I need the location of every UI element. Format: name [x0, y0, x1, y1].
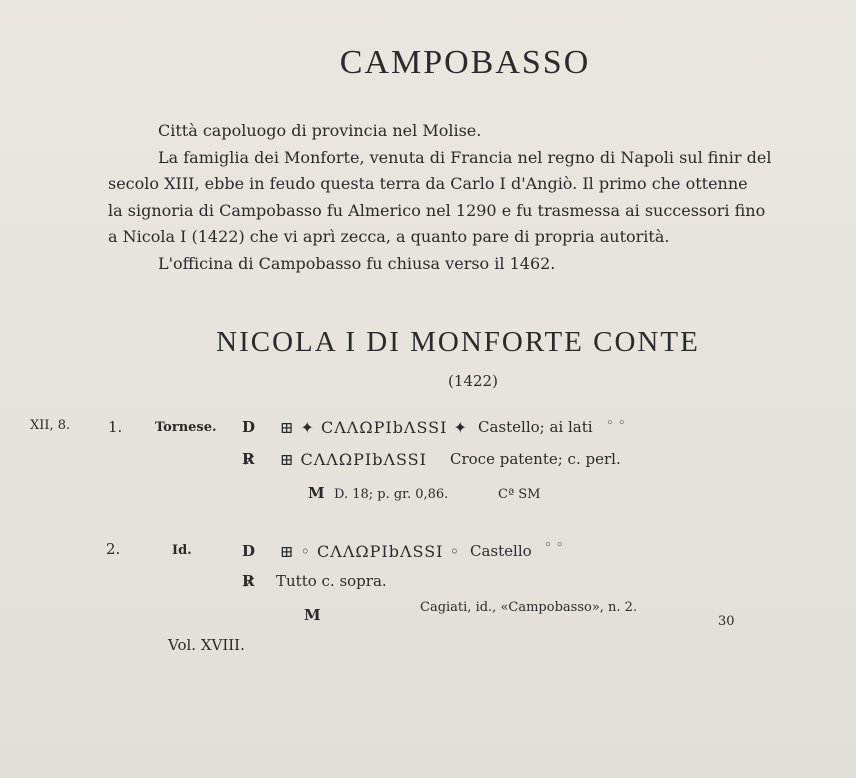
obverse-mark: D [242, 542, 256, 560]
coin-details: D. 18; p. gr. 0,86. [334, 487, 449, 502]
entry-number: 1. [108, 418, 123, 436]
section-year: (1422) [448, 372, 498, 390]
page-number: 30 [718, 614, 735, 629]
obverse-description: Castello [470, 542, 532, 560]
reverse-legend: ⊞ CΛΛΩPIbΛSSI [280, 450, 427, 469]
coin-details: Cagiati, id., «Campobasso», n. 2. [420, 600, 638, 615]
obverse-legend: ⊞ ◦ CΛΛΩPIbΛSSI ◦ [280, 542, 460, 561]
denomination: Tornese. [155, 420, 217, 435]
page-title: CAMPOBASSO [339, 44, 591, 81]
volume-label: Vol. XVIII. [168, 636, 245, 654]
section-title: NICOLA I DI MONFORTE CONTE [216, 326, 700, 358]
intro-paragraph [108, 118, 788, 277]
obverse-legend: ⊞ ✦ CΛΛΩPIbΛSSI ✦ [280, 418, 468, 437]
metal-mark: M [308, 484, 325, 502]
obverse-description: Castello; ai lati [478, 418, 593, 436]
obverse-mark: D [242, 418, 256, 436]
obverse-dots: ◦ ◦ [606, 416, 626, 431]
intro-line: a Nicola I (1422) che vi aprì zecca, a quanto pare di propria autorità. [108, 227, 670, 246]
intro-line: la signoria di Campobasso fu Almerico nel 1290 e fu trasmessa ai successori fino [108, 200, 766, 220]
plate-reference: XII, 8. [30, 418, 71, 433]
reverse-mark: R̷ [242, 450, 255, 468]
reverse-description: Croce patente; c. perl. [450, 450, 621, 468]
intro-line: L'officina di Campobasso fu chiusa verso il 1462. [158, 253, 556, 273]
denomination: Id. [172, 543, 192, 558]
reverse-description: Tutto c. sopra. [276, 572, 387, 590]
collection: Cª SM [498, 487, 541, 502]
intro-line: La famiglia dei Monforte, venuta di Francia nel regno di Napoli sul finir del [158, 147, 772, 167]
metal-mark: M [304, 606, 321, 624]
obverse-dots: ◦ ◦ [544, 538, 564, 553]
reverse-mark: R̷ [242, 572, 255, 590]
intro-line: Città capoluogo di provincia nel Molise. [158, 121, 482, 140]
intro-line: secolo XIII, ebbe in feudo questa terra da Carlo I d'Angiò. Il primo che ottenne [108, 174, 748, 193]
entry-number: 2. [106, 540, 121, 558]
